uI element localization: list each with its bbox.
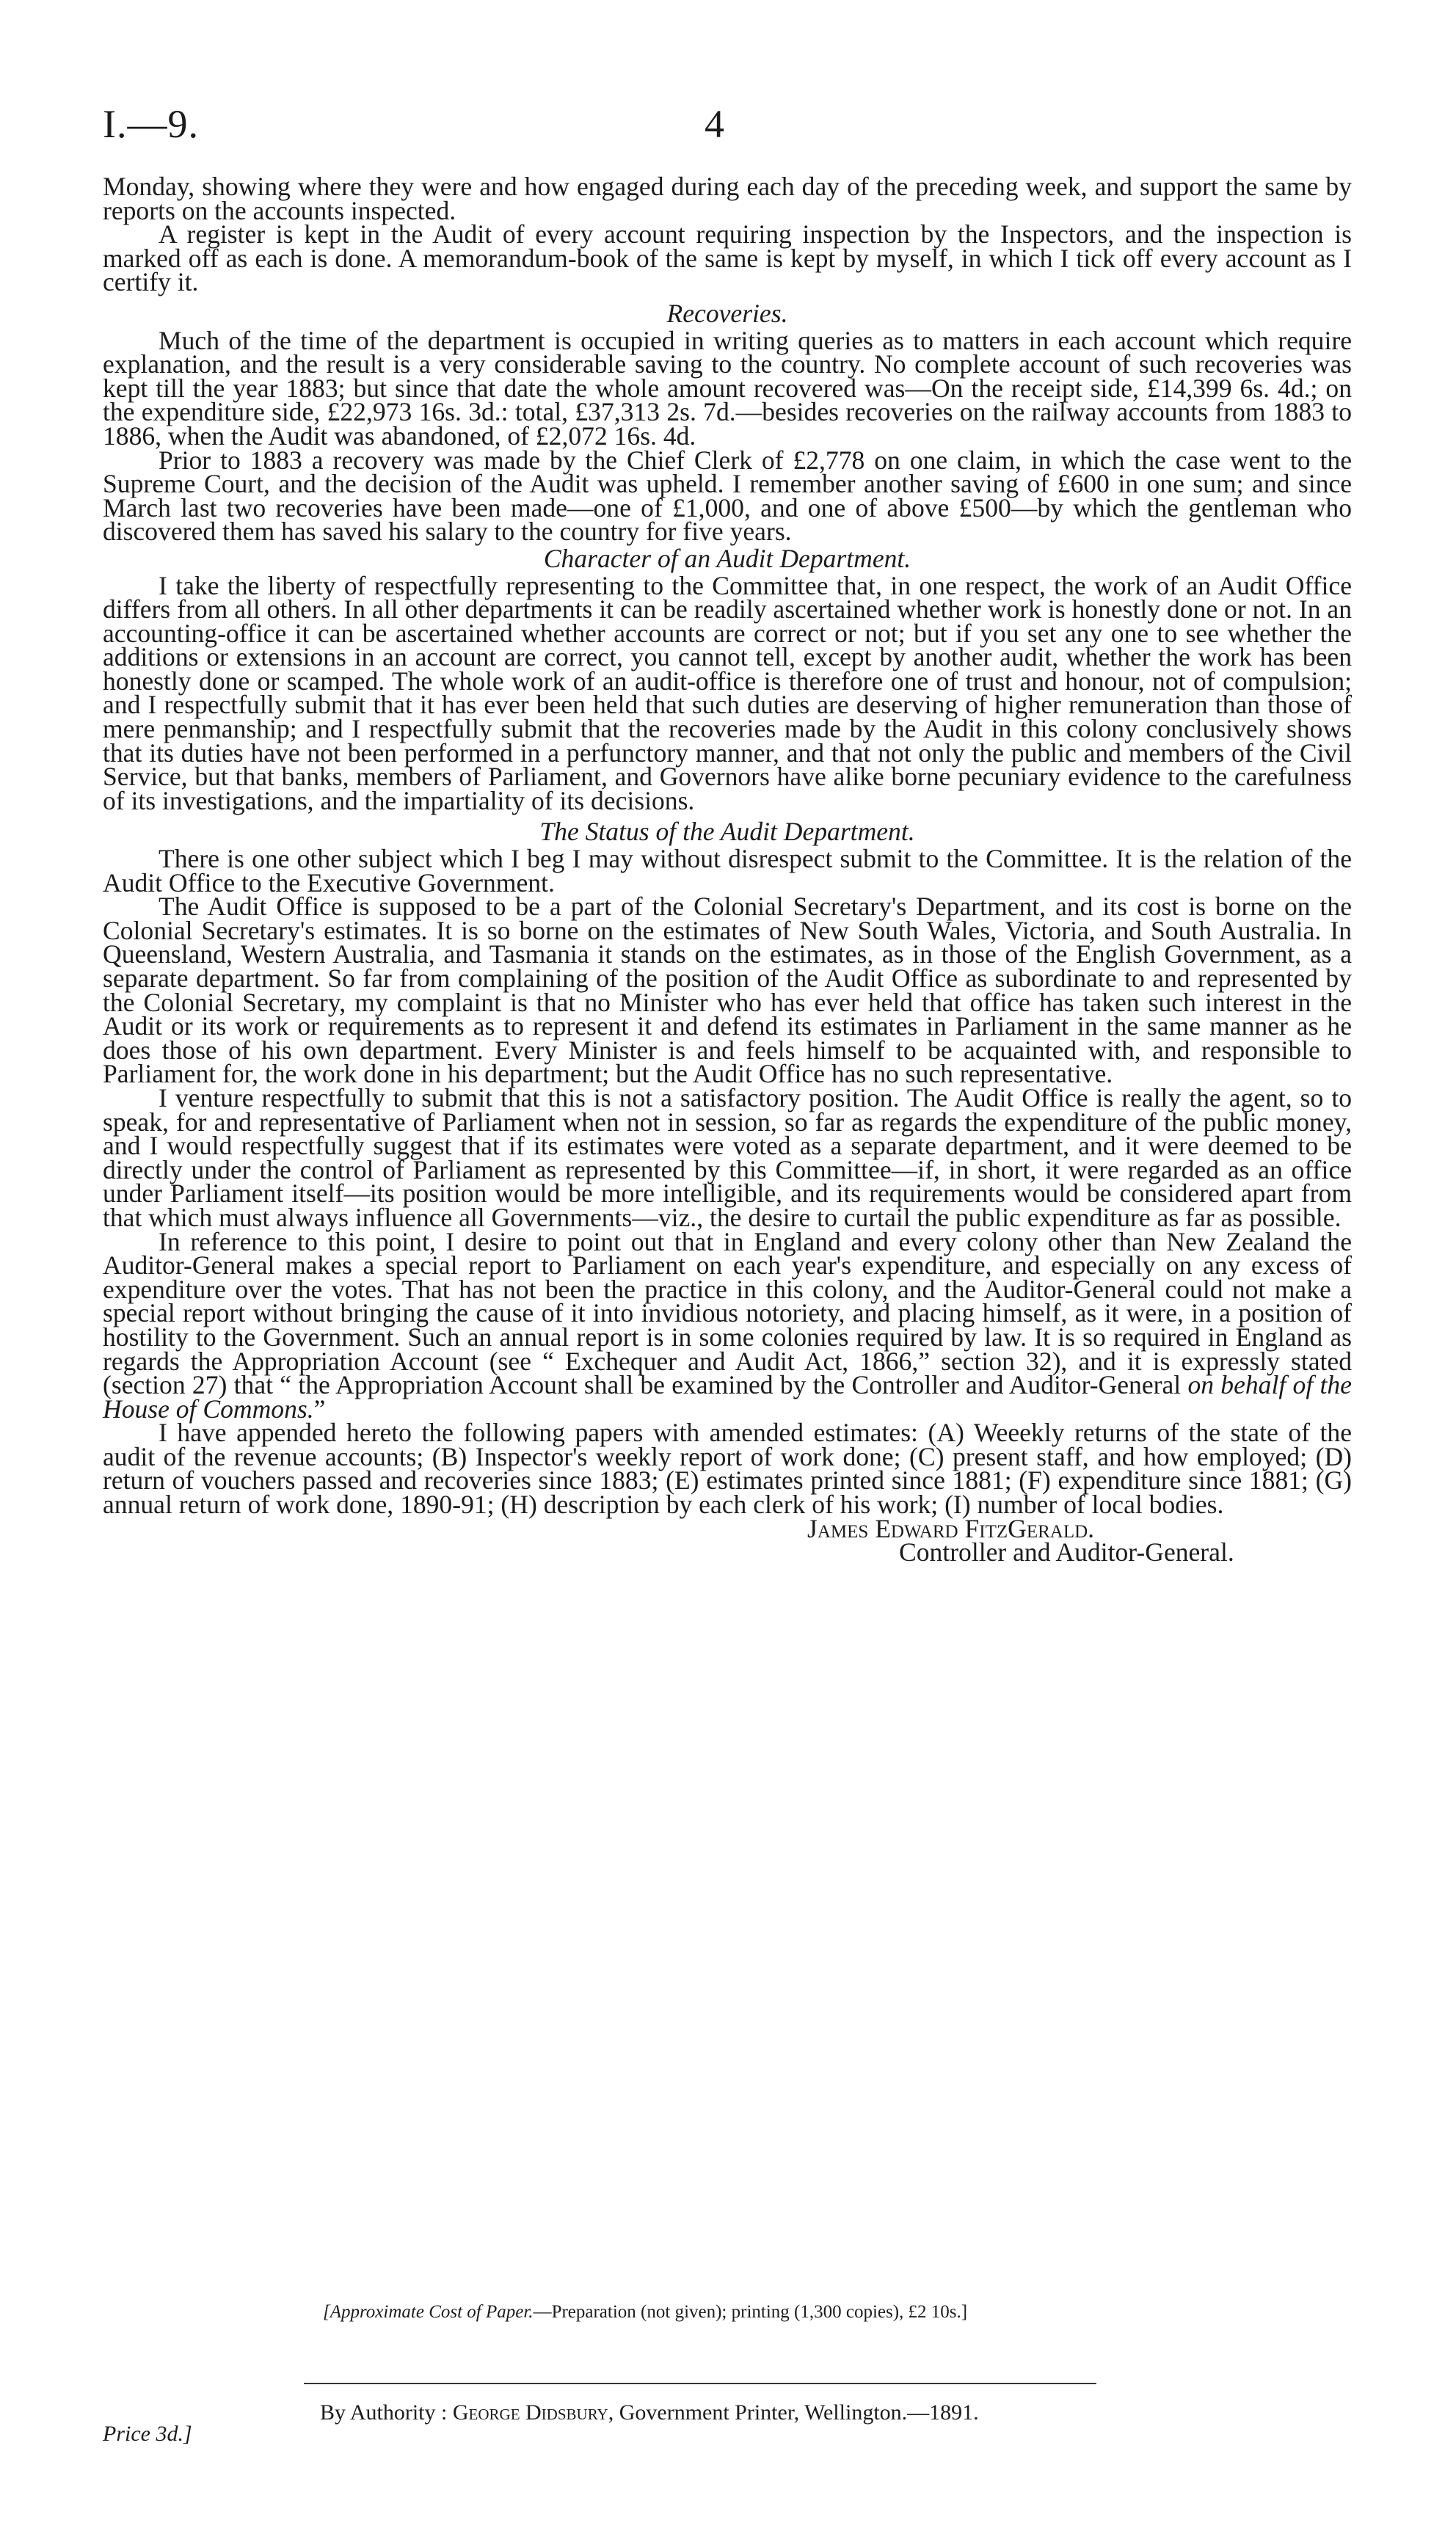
footer-divider	[304, 2383, 1096, 2384]
cost-text: —Preparation (not given); printing (1,300 copies), £2 10s.]	[533, 2302, 968, 2322]
signature-title: Controller and Auditor-General.	[899, 1537, 1234, 1567]
heading-status: The Status of the Audit Department.	[539, 817, 915, 847]
paragraph-appended-papers: I have appended hereto the following papers with amended estimates: (A) Weeekly returns of the state of the audit of the revenue accounts; (B) Inspector's weekly report of work done; (C) present staff, and how employed; (D) return of vouchers passed and recoveries since 1883; (E) estimates printed since 1881; (F) expenditure since 1881; (G) annual return of work done, 1890-91; (H) description by each clerk of his work; (I) number of local bodies.	[103, 1418, 1352, 1520]
special-report-text: In reference to this point, I desire to point out that in England and every colony other than New Zealand the Auditor-General makes a special report to Parliament on each year's expenditure, and especially on any excess of expenditure over the votes. That has not been the practice in this colony, and the Auditor-General could not make a special report without bringing the cause of it into invidious notoriety, and placing himself, as it were, in a position of hostility to the Government. Such an annual report is in some colonies required by law. It is so required in England as regards the Appropriation Account (see “ Exchequer and Audit Act, 1866,” section 32), and it is expressly stated (section 27) that “ the Appropriation Account shall be examined by the Controller and Auditor-General	[103, 1226, 1352, 1400]
price-note: Price 3d.]	[103, 2422, 192, 2446]
paragraph-register: A register is kept in the Audit of every account requiring inspection by the Inspectors, and the inspection is marked off as each is done. A memorandum-book of the same is kept by myself, in which I tick off every account as I certify it.	[103, 219, 1352, 297]
heading-character: Character of an Audit Department.	[543, 543, 911, 573]
special-report-emphasis: on behalf of the House of Commons.	[103, 1370, 1352, 1424]
paragraph-recoveries-prior: Prior to 1883 a recovery was made by the Chief Clerk of £2,778 on one claim, in which the case went to the Supreme Court, and the decision of the Audit was upheld. I remember another saving of £600 in one sum; and since March last two recoveries have been made—one of £1,000, and one of above £500—by which the gentleman who discovered them has saved his salary to the country for five years.	[103, 445, 1352, 547]
cost-label: [Approximate Cost of Paper.	[323, 2302, 534, 2322]
signature-name: James Edward FitzGerald.	[807, 1513, 1095, 1543]
authority-prefix: By Authority :	[320, 2400, 448, 2425]
heading-recoveries: Recoveries.	[666, 298, 788, 328]
paragraph-special-report	[103, 1226, 1352, 1424]
paragraph-status-position: I venture respectfully to submit that this is not a satisfactory position. The Audit Office is really the agent, so to speak, for and representative of Parliament when not in session, so far as regards the expenditure of the public money, and I would respectfully suggest that if its estimates were voted as a separate department, and it were deemed to be directly under the control of Parliament as represented by this Committee—if, in short, it were regarded as an office under Parliament itself—its position would be more intelligible, and its requirements would be considered apart from that which must always influence all Governments—viz., the desire to curtail the public expenditure as far as possible.	[103, 1082, 1352, 1232]
document-body	[103, 172, 1352, 1567]
paragraph-continued: Monday, showing where they were and how engaged during each day of the preceding week, and support the same by reports on the accounts inspected.	[103, 172, 1352, 225]
paragraph-status-estimates: The Audit Office is supposed to be a part of the Colonial Secretary's Department, and its cost is borne on the Colonial Secretary's estimates. It is so borne on the estimates of New South Wales, Victoria, and South Australia. In Queensland, Western Australia, and Tasmania it stands on the estimates, as in those of the English Government, as a separate department. So far from complaining of the position of the Audit Office as subordinate to and represented by the Colonial Secretary, my complaint is that no Minister who has ever held that office has taken such interest in the Audit or its work or requirements as to represent it and defend its estimates in Parliament in the same manner as he does those of his own department. Every Minister is and feels himself to be acquainted with, and responsible to Parliament for, the work done in his department; but the Audit Office has no such representative.	[103, 892, 1352, 1089]
page-number: 4	[705, 102, 724, 146]
paragraph-recoveries-amounts: Much of the time of the department is occupied in writing queries as to matters in each account which require explanation, and the result is a very considerable saving to the country. No complete account of such recoveries was kept till the year 1883; but since that date the whole amount recovered was—On the receipt side, £14,399 6s. 4d.; on the expenditure side, £22,973 16s. 3d.: total, £37,313 2s. 7d.—besides recoveries on the railway accounts from 1883 to 1886, when the Audit was abandoned, of £2,072 16s. 4d.	[103, 325, 1352, 451]
document-reference: I.—9.	[103, 102, 199, 146]
paragraph-status-intro: There is one other subject which I beg I may without disrespect submit to the Committee. It is the relation of the Audit Office to the Executive Government.	[103, 844, 1352, 897]
printing-authority	[320, 2400, 979, 2425]
authority-suffix: Government Printer, Wellington.—1891.	[619, 2400, 979, 2425]
paragraph-character: I take the liberty of respectfully representing to the Committee that, in one respect, the work of an Audit Office differs from all others. In all other departments it can be readily ascertained whether work is honestly done or not. In an accounting-office it can be ascertained whether accounts are correct or not; but if you set any one to see whether the additions or extensions in an account are correct, you cannot tell, except by another audit, whether the work has been honestly done or scamped. The whole work of an audit-office is therefore one of trust and honour, not of compulsion; and I respectfully submit that it has ever been held that such duties are deserving of higher remuneration than those of mere penmanship; and I respectfully submit that the recoveries made by the Audit in this colony conclusively shows that its duties have not been performed in a perfunctory manner, and that not only the public and members of the Civil Service, but that banks, members of Parliament, and Governors have alike borne pecuniary evidence to the carefulness of its investigations, and the impartiality of its decisions.	[103, 570, 1352, 815]
special-report-close-quote: ”	[313, 1394, 326, 1424]
authority-printer: George Didsbury,	[452, 2400, 614, 2425]
cost-of-paper-note	[323, 2302, 967, 2323]
